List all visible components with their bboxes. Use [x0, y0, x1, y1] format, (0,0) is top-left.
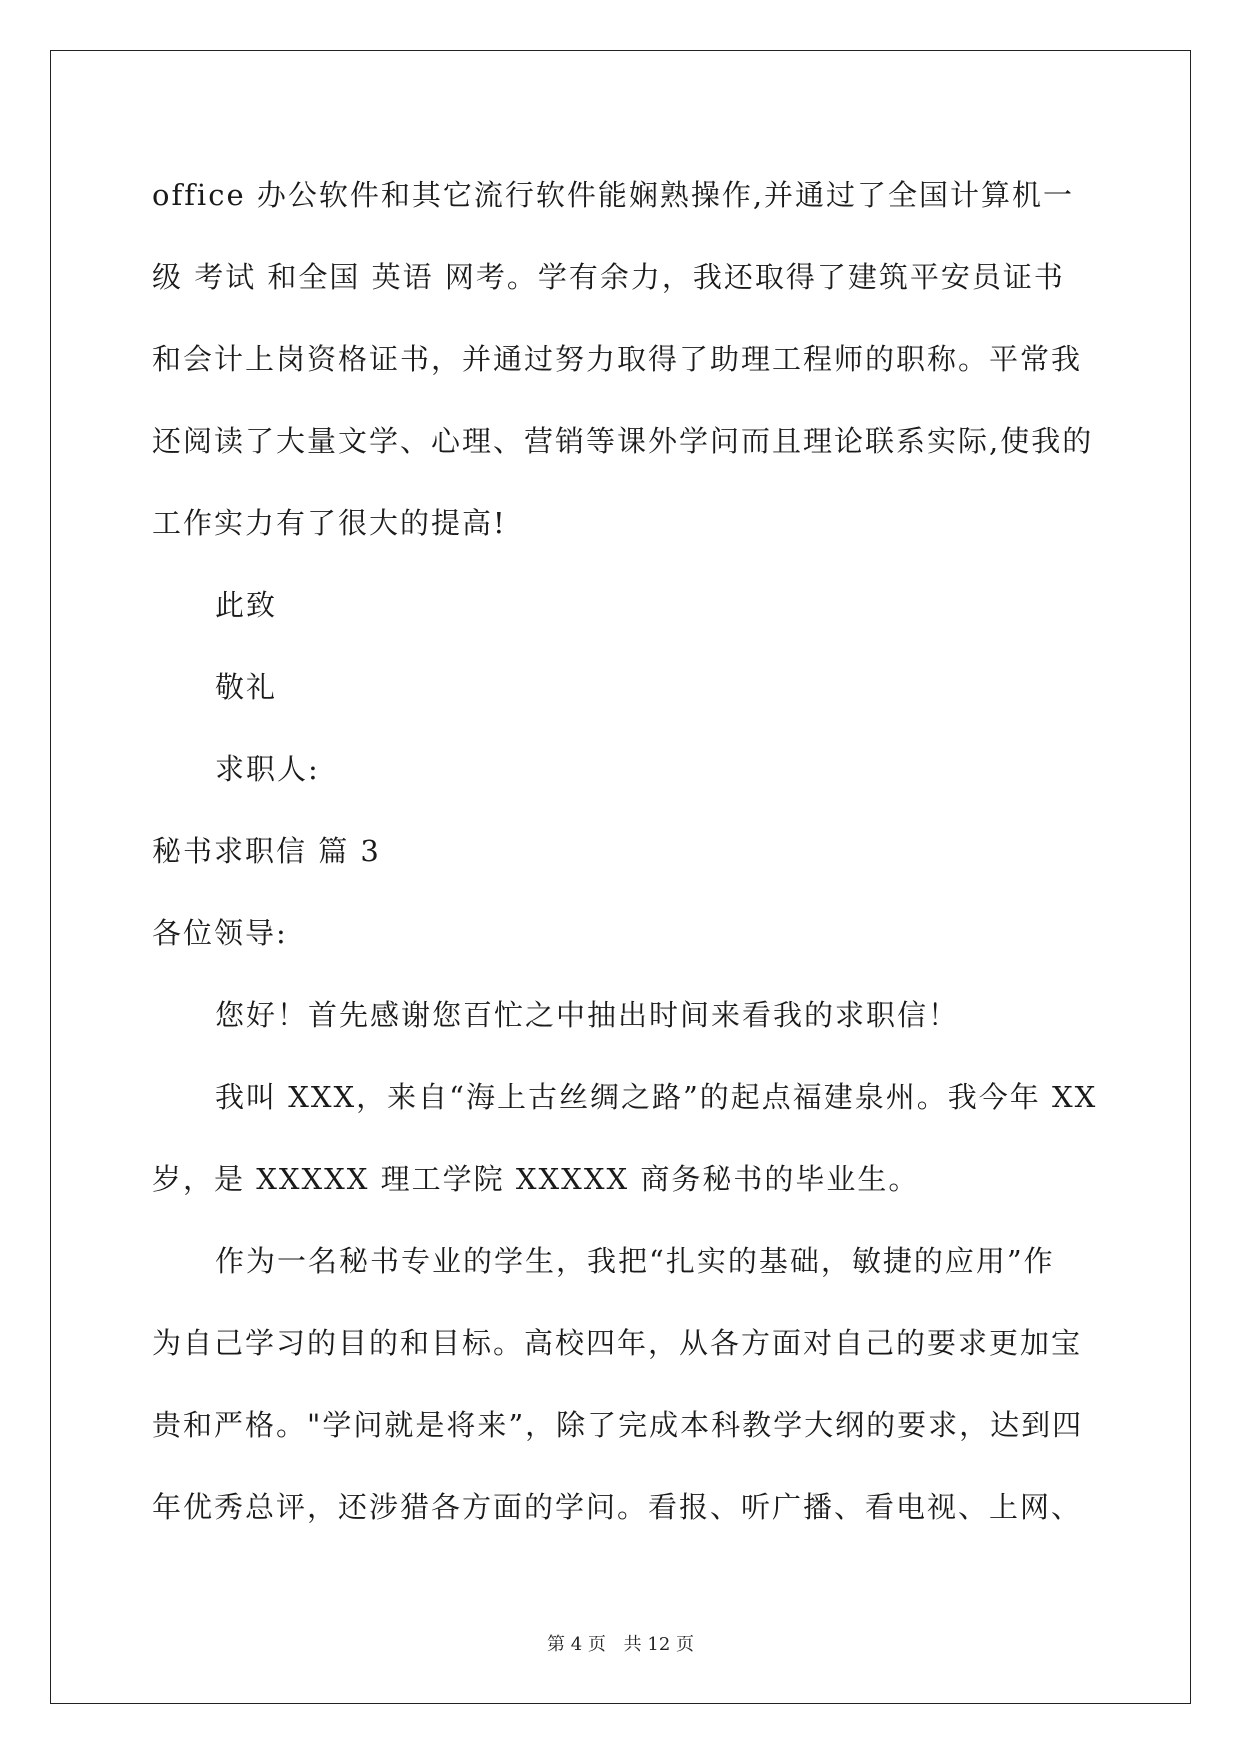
- paragraph-line: 我叫 XXX，来自“海上古丝绸之路”的起点福建泉州。我今年 XX: [215, 1080, 1098, 1114]
- page-number: 第 4 页: [547, 1634, 606, 1655]
- salutation-regards: 敬礼: [215, 670, 278, 704]
- text-line: office 办公软件和其它流行软件能娴熟操作,并通过了全国计算机一: [152, 178, 1075, 212]
- section-title: 秘书求职信 篇 3: [152, 834, 381, 868]
- document-body: [152, 160, 1098, 1554]
- paragraph-line: 作为一名秘书专业的学生，我把“扎实的基础，敏捷的应用”作: [215, 1244, 1055, 1278]
- text-line: 工作实力有了很大的提高!: [152, 506, 507, 540]
- salutation-closing: 此致: [215, 588, 278, 622]
- paragraph-line: 岁，是 XXXXX 理工学院 XXXXX 商务秘书的毕业生。: [152, 1162, 920, 1196]
- applicant-signature-label: 求职人:: [215, 752, 320, 786]
- text-line: 级 考试 和全国 英语 网考。学有余力，我还取得了建筑平安员证书: [152, 260, 1065, 294]
- paragraph-line: 年优秀总评，还涉猎各方面的学问。看报、听广播、看电视、上网、: [152, 1490, 1083, 1524]
- text-line: 还阅读了大量文学、心理、营销等课外学问而且理论联系实际,使我的: [152, 424, 1094, 458]
- paragraph-line: 您好！首先感谢您百忙之中抽出时间来看我的求职信！: [215, 998, 960, 1032]
- greeting: 各位领导:: [152, 916, 288, 950]
- paragraph-line: 为自己学习的目的和目标。高校四年，从各方面对自己的要求更加宝: [152, 1326, 1083, 1360]
- text-line: 和会计上岗资格证书，并通过努力取得了助理工程师的职称。平常我: [152, 342, 1083, 376]
- paragraph-line: 贵和严格。"学问就是将来”，除了完成本科教学大纲的要求，达到四: [152, 1408, 1084, 1442]
- page-total: 共 12 页: [623, 1634, 694, 1655]
- page-footer: [0, 1630, 1241, 1656]
